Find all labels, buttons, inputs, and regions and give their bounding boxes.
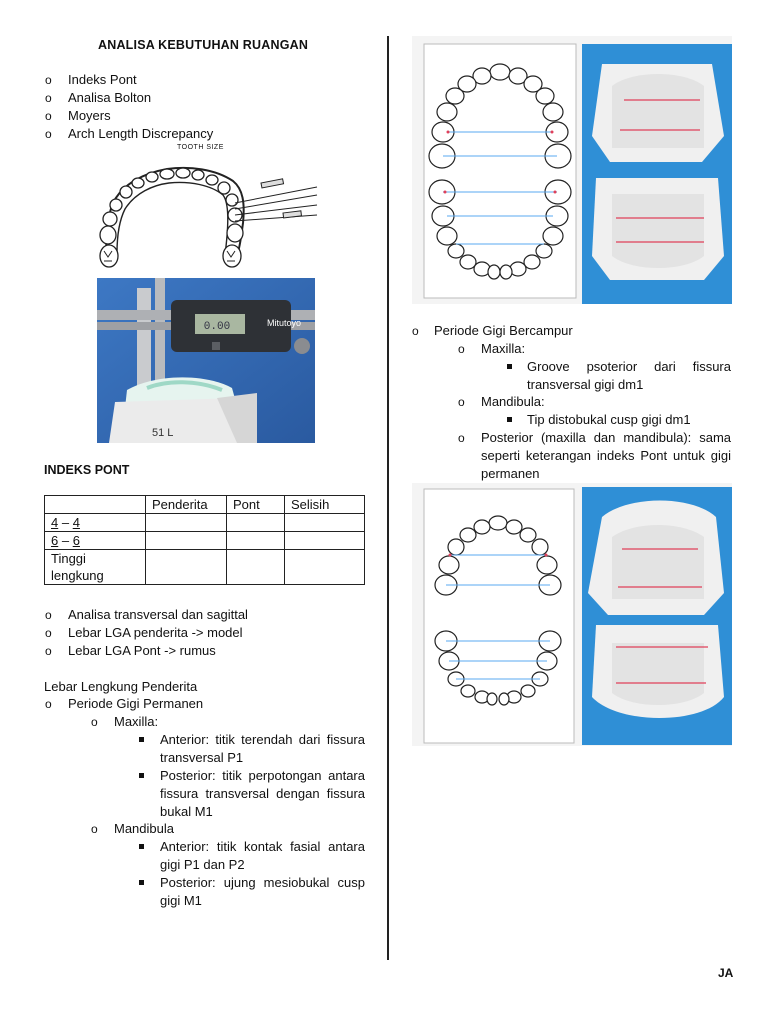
mandibula-anterior-text: Anterior: titik kontak fasial antara gigi P1 dan P2 bbox=[160, 839, 365, 872]
analysis-item: Analisa transversal dan sagittal bbox=[68, 607, 248, 622]
square-bullet-icon bbox=[507, 417, 512, 422]
tooth-size-label: TOOTH SIZE bbox=[177, 144, 224, 151]
table-cell[interactable] bbox=[227, 514, 285, 532]
lebar-lengkung-heading: Lebar Lengkung Penderita bbox=[44, 679, 198, 694]
square-bullet-icon bbox=[139, 880, 144, 885]
footer-initials: JA bbox=[718, 966, 734, 980]
periode-bercampur-item: Periode Gigi Bercampur bbox=[434, 323, 573, 338]
table-row bbox=[45, 514, 365, 532]
bercampur-posterior-text: Posterior (maxilla dan mandibula): sama seperti keterangan indeks Pont untuk gigi permanen bbox=[481, 430, 731, 481]
row-label bbox=[45, 532, 146, 550]
table-header-cell bbox=[45, 496, 146, 514]
mixed-arch-figure bbox=[412, 483, 732, 746]
maxilla-anterior-text: Anterior: titik terendah dari fissura transversal P1 bbox=[160, 732, 365, 765]
maxilla-posterior-text: Posterior: titik perpotongan antara fissura transversal dengan fissura bukal M1 bbox=[160, 768, 365, 819]
table-row bbox=[45, 550, 365, 585]
permanent-arch-illustration bbox=[412, 36, 732, 304]
table-header-cell: Selisih bbox=[285, 496, 365, 514]
brand-text: Mitutoyo bbox=[267, 318, 302, 328]
bullet-icon: o bbox=[45, 644, 52, 658]
topic-item: Moyers bbox=[68, 108, 111, 123]
bullet-icon: o bbox=[458, 395, 465, 409]
section-heading-indeks-pont: INDEKS PONT bbox=[44, 463, 130, 477]
bullet-icon: o bbox=[45, 91, 52, 105]
table-header-row bbox=[45, 496, 365, 514]
row-label-b: 6 bbox=[72, 533, 80, 548]
bullet-icon: o bbox=[458, 431, 465, 445]
bullet-icon: o bbox=[45, 697, 52, 711]
mandibula-posterior-text: Posterior: ujung mesiobukal cusp gigi M1 bbox=[160, 875, 365, 908]
table-cell[interactable] bbox=[227, 550, 285, 585]
topic-item: Arch Length Discrepancy bbox=[68, 126, 214, 141]
mixed-arch-illustration bbox=[412, 483, 732, 746]
table-cell[interactable] bbox=[146, 550, 227, 585]
caliper-illustration bbox=[97, 278, 315, 443]
table-cell[interactable] bbox=[146, 532, 227, 550]
bullet-icon: o bbox=[91, 822, 98, 836]
table-cell[interactable] bbox=[285, 532, 365, 550]
bercampur-maxilla-text: Groove psoterior dari fissura transversal gigi dm1 bbox=[527, 359, 731, 392]
tooth-size-diagram bbox=[95, 143, 321, 273]
bercampur-mandibula-text: Tip distobukal cusp gigi dm1 bbox=[527, 412, 691, 427]
arch-line-drawing bbox=[95, 143, 321, 273]
square-bullet-icon bbox=[507, 364, 512, 369]
analysis-item: Lebar LGA penderita -> model bbox=[68, 625, 243, 640]
bercampur-maxilla-item: Maxilla: bbox=[481, 341, 526, 356]
row-label-a: 6 bbox=[51, 533, 59, 548]
square-bullet-icon bbox=[139, 844, 144, 849]
bullet-icon: o bbox=[45, 626, 52, 640]
topic-item: Indeks Pont bbox=[68, 72, 137, 87]
bullet-icon: o bbox=[412, 324, 419, 338]
mandibula-item: Mandibula bbox=[114, 821, 174, 836]
square-bullet-icon bbox=[139, 773, 144, 778]
permanent-arch-figure bbox=[412, 36, 732, 304]
table-cell[interactable] bbox=[146, 514, 227, 532]
caliper-photo bbox=[97, 278, 315, 443]
table-cell[interactable] bbox=[285, 550, 365, 585]
row-label bbox=[45, 514, 146, 532]
row-label-dash: – bbox=[58, 533, 73, 548]
page-title: ANALISA KEBUTUHAN RUANGAN bbox=[98, 38, 309, 52]
bercampur-mandibula-item: Mandibula: bbox=[481, 394, 545, 409]
table-cell[interactable] bbox=[227, 532, 285, 550]
bullet-icon: o bbox=[45, 127, 52, 141]
column-divider bbox=[387, 36, 389, 960]
periode-permanen-item: Periode Gigi Permanen bbox=[68, 696, 204, 711]
bullet-icon: o bbox=[458, 342, 465, 356]
bullet-icon: o bbox=[45, 73, 52, 87]
row-label-dash: – bbox=[58, 515, 73, 530]
bullet-icon: o bbox=[45, 109, 52, 123]
svg-text:0.00: 0.00 bbox=[203, 321, 231, 333]
row-label-a: 4 bbox=[51, 515, 59, 530]
row-label: Tinggi lengkung bbox=[45, 550, 146, 585]
square-bullet-icon bbox=[139, 737, 144, 742]
bullet-icon: o bbox=[91, 715, 98, 729]
table-row bbox=[45, 532, 365, 550]
table-header-cell: Penderita bbox=[146, 496, 227, 514]
analysis-item: Lebar LGA Pont -> rumus bbox=[68, 643, 216, 658]
table-header-cell: Pont bbox=[227, 496, 285, 514]
table-cell[interactable] bbox=[285, 514, 365, 532]
indeks-pont-table bbox=[44, 495, 365, 585]
row-label-b: 4 bbox=[72, 515, 80, 530]
bullet-icon: o bbox=[45, 608, 52, 622]
topic-item: Analisa Bolton bbox=[68, 90, 152, 105]
model-label-text: 51 L bbox=[152, 427, 174, 439]
maxilla-item: Maxilla: bbox=[114, 714, 159, 729]
